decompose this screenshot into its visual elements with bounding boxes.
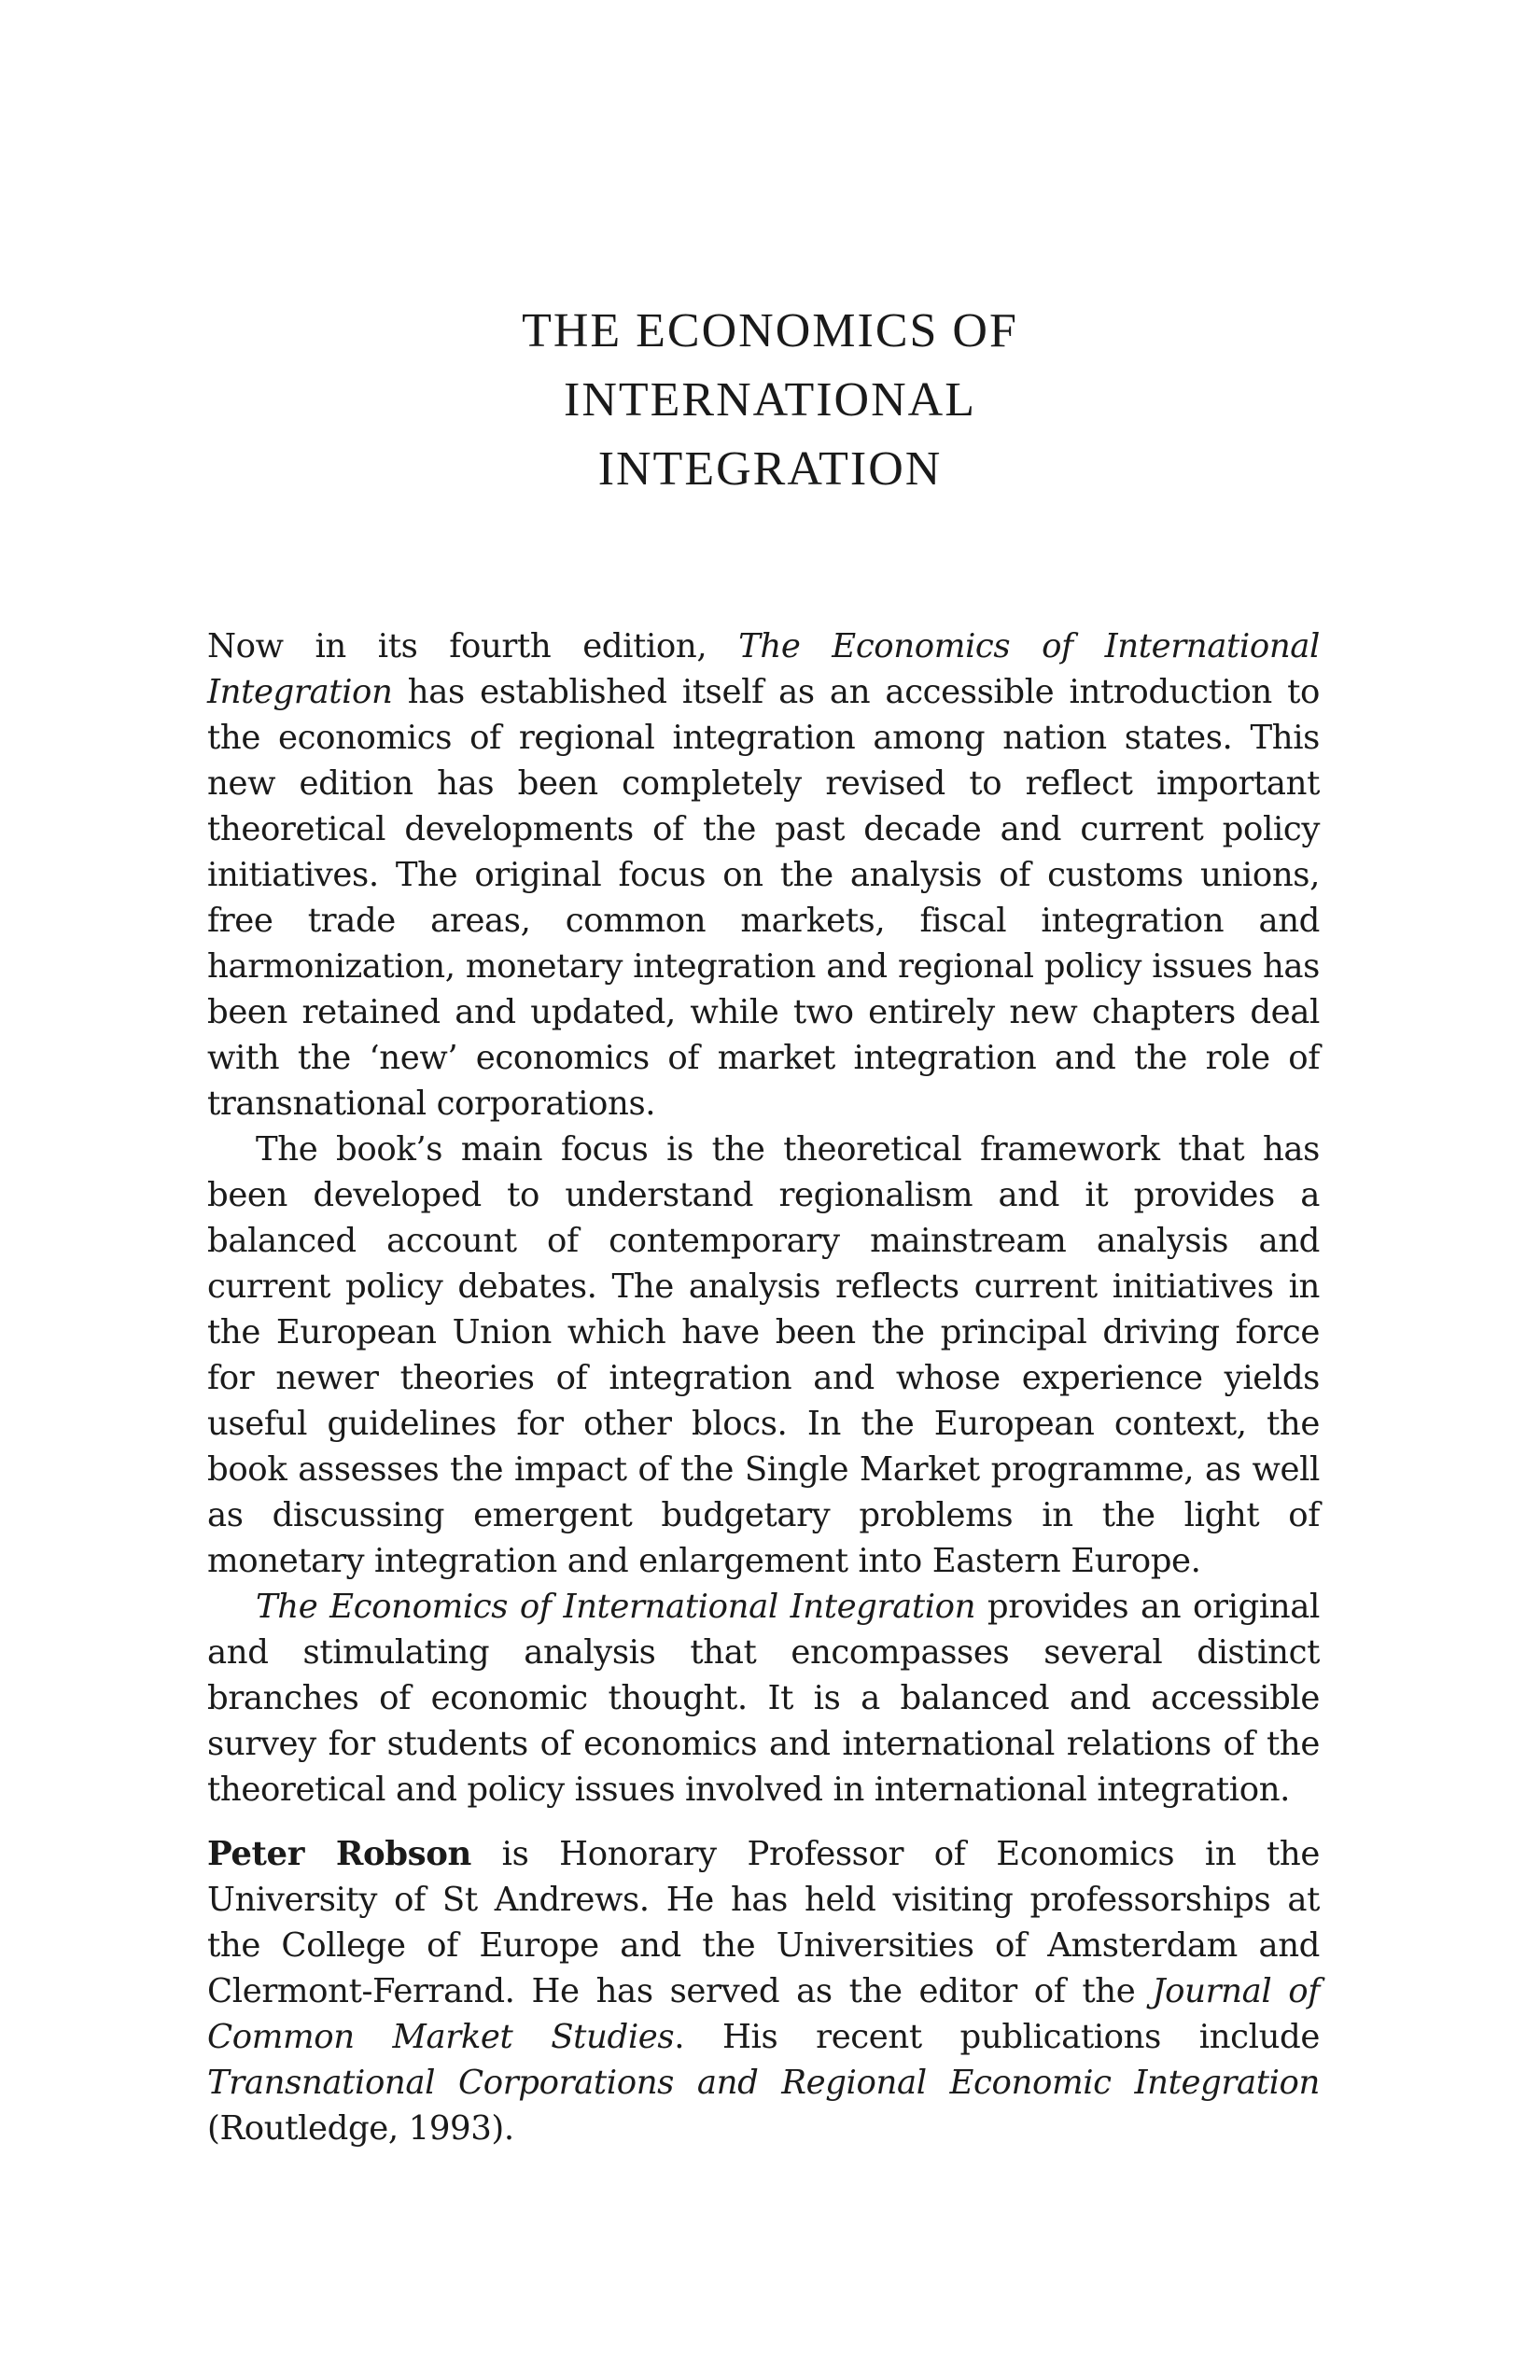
author-bio (207, 1831, 1320, 2151)
page-title (0, 297, 1540, 504)
title-line-1: THE ECONOMICS OF (522, 304, 1018, 357)
title-line-2: INTERNATIONAL (564, 373, 976, 427)
author-bio-text-1: is Honorary Professor of Economics in the University of St Andrews. He has held visiting professorships at the College of Europe and the Universities of Amsterdam and Clermont-Ferrand. He has served as the editor of the (207, 1835, 1320, 2010)
book-title-italic: The Economics of International Integration (256, 1588, 976, 1626)
author-bio-text-2: . His recent publications include (674, 2018, 1320, 2056)
blurb-paragraph-1 (207, 623, 1320, 1127)
author-bio-text-3: (Routledge, 1993). (207, 2109, 514, 2148)
blurb-paragraph-2: The book’s main focus is the theoretical framework that has been developed to understand regionalism and it provides a balanced account of contemporary mainstream analysis and current policy debates. The analysis reflects current initiatives in the European Union which have been the principal driving force for newer theories of integration and whose experience yields useful guidelines for other blocs. In the European context, the book assesses the impact of the Single Market programme, as well as discussing emergent budgetary problems in the light of monetary integration and enlargement into Eastern Europe. (207, 1130, 1320, 1580)
blurb-paragraph-3 (207, 1584, 1320, 1813)
paragraph-3-text: provides an original and stimulating analysis that encompasses several distinct branches of economic thought. It is a balanced and accessible survey for students of economics and international relations of the theoretical and policy issues involved in international integration. (207, 1588, 1320, 1809)
author-name: Peter Robson (207, 1835, 471, 1873)
paragraph-1-text: has established itself as an accessible introduction to the economics of regional integration among nation states. This new edition has been completely revised to reflect important theoretical developments of the past decade and current policy initiatives. The original focus on the analysis of customs unions, free trade areas, common markets, fiscal integration and harmonization, monetary integration and regional policy issues has been retained and updated, while two entirely new chapters deal with the ‘new’ economics of market integration and the role of transnational corporations. (207, 673, 1320, 1123)
blurb-body (207, 623, 1320, 2151)
journal-title: Journal of Common Market Studies (207, 1972, 1320, 2056)
title-line-3: INTEGRATION (597, 442, 943, 496)
book-title-italic: The Economics of International Integration (207, 627, 1320, 711)
paragraph-1-intro: Now in its fourth edition, (207, 627, 739, 665)
publication-title: Transnational Corporations and Regional Economic Integration (207, 2064, 1320, 2102)
